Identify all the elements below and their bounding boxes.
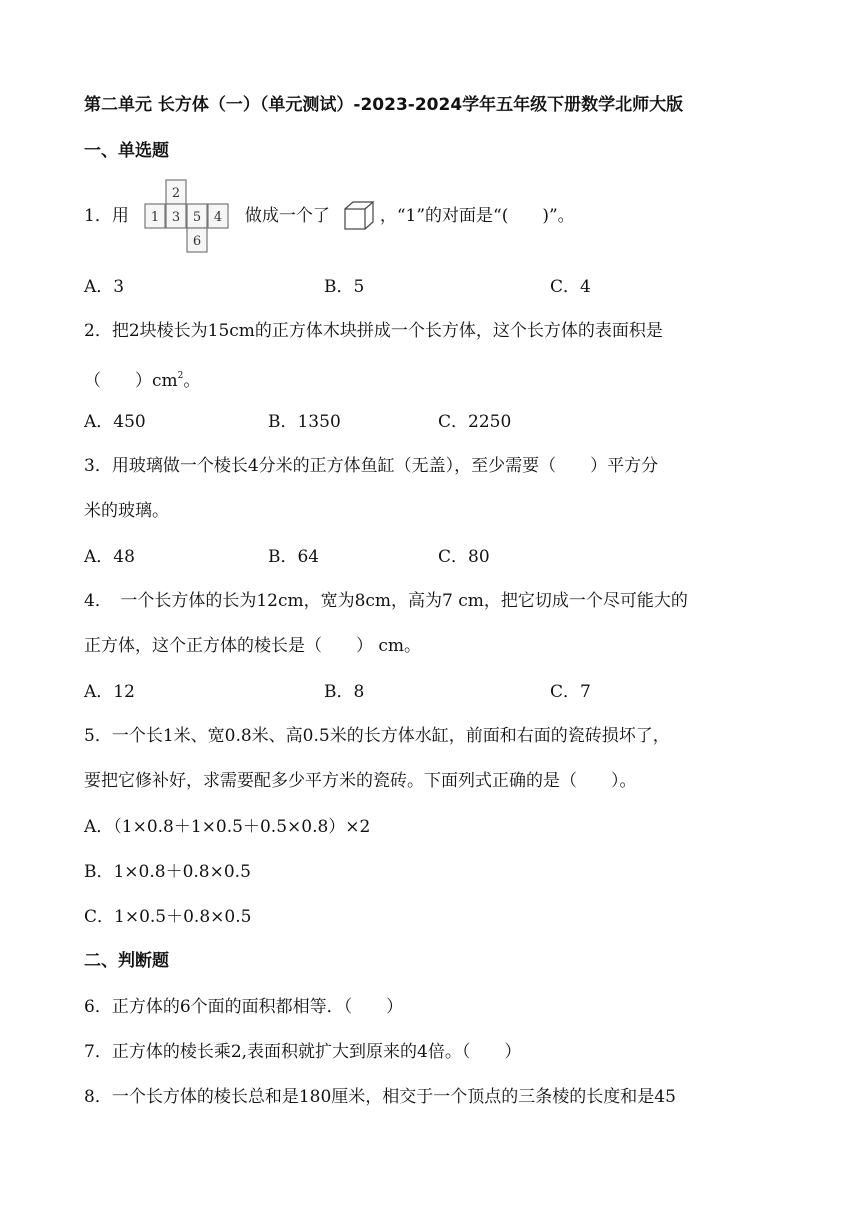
question-3-option-a[interactable]: A．48: [84, 547, 135, 567]
question-1-suffix: ，“1”的对面是“( )”。: [379, 206, 575, 226]
net-number-6: 6: [192, 234, 201, 249]
question-3-line-1: 3．用玻璃做一个棱长4分米的正方体鱼缸（无盖），至少需要（ ）平方分: [84, 456, 659, 476]
question-4-line-2: 正方体，这个正方体的棱长是（ ） cm。: [84, 636, 422, 656]
question-3-option-b[interactable]: B．64: [268, 547, 320, 567]
question-2-blank: （ ）cm: [84, 371, 178, 391]
question-1-prefix: 1．用: [84, 206, 129, 226]
question-4-line-1: 4． 一个长方体的长为12cm，宽为8cm，高为7 cm，把它切成一个尽可能大的: [84, 591, 688, 611]
question-2-unit-exponent: 2: [177, 371, 184, 381]
question-1: [84, 176, 575, 256]
question-2-option-c[interactable]: C．2250: [438, 412, 512, 432]
question-4-option-a[interactable]: A．12: [84, 682, 135, 702]
question-5-option-c[interactable]: C．1×0.5＋0.8×0.5: [84, 907, 252, 927]
question-6: 6．正方体的6个面的面积都相等．（ ）: [84, 997, 404, 1017]
page-title: 第二单元 长方体（一）（单元测试）-2023-2024学年五年级下册数学北师大版: [84, 95, 684, 115]
question-2-line-2: [84, 365, 200, 392]
question-8-line-1: 8．一个长方体的棱长总和是180厘米，相交于一个顶点的三条棱的长度和是45: [84, 1087, 676, 1107]
question-1-option-b[interactable]: B．5: [324, 277, 365, 297]
net-number-2: 2: [171, 186, 180, 201]
net-number-4: 4: [213, 210, 222, 225]
net-number-1: 1: [150, 210, 159, 225]
question-1-option-c[interactable]: C．4: [550, 277, 591, 297]
question-5-option-a[interactable]: A．（1×0.8＋1×0.5＋0.5×0.8）×2: [84, 817, 371, 837]
question-2-option-b[interactable]: B．1350: [268, 412, 341, 432]
question-3-option-c[interactable]: C．80: [438, 547, 490, 567]
cube-net-figure: [139, 176, 231, 256]
question-5-line-2: 要把它修补好，求需要配多少平方米的瓷砖。下面列式正确的是（ ）。: [84, 771, 637, 791]
cube-icon: [342, 199, 376, 233]
net-number-5: 5: [192, 210, 201, 225]
question-1-option-a[interactable]: A．3: [84, 277, 125, 297]
question-2-end: 。: [183, 371, 201, 391]
question-3-line-2: 米的玻璃。: [84, 501, 169, 521]
question-7: 7．正方体的棱长乘2,表面积就扩大到原来的4倍。（ ）: [84, 1042, 522, 1062]
section-single-choice: 一、单选题: [84, 141, 169, 161]
section-judge: 二、判断题: [84, 951, 169, 971]
question-1-middle: 做成一个了: [244, 206, 330, 226]
question-5-line-1: 5．一个长1米、宽0.8米、高0.5米的长方体水缸，前面和右面的瓷砖损坏了，: [84, 726, 670, 746]
question-4-option-b[interactable]: B．8: [324, 682, 365, 702]
net-number-3: 3: [171, 210, 180, 225]
question-5-option-b[interactable]: B．1×0.8＋0.8×0.5: [84, 862, 251, 882]
question-2-line-1: 2．把2块棱长为15cm的正方体木块拼成一个长方体，这个长方体的表面积是: [84, 321, 663, 341]
question-4-option-c[interactable]: C．7: [550, 682, 591, 702]
question-2-option-a[interactable]: A．450: [84, 412, 146, 432]
